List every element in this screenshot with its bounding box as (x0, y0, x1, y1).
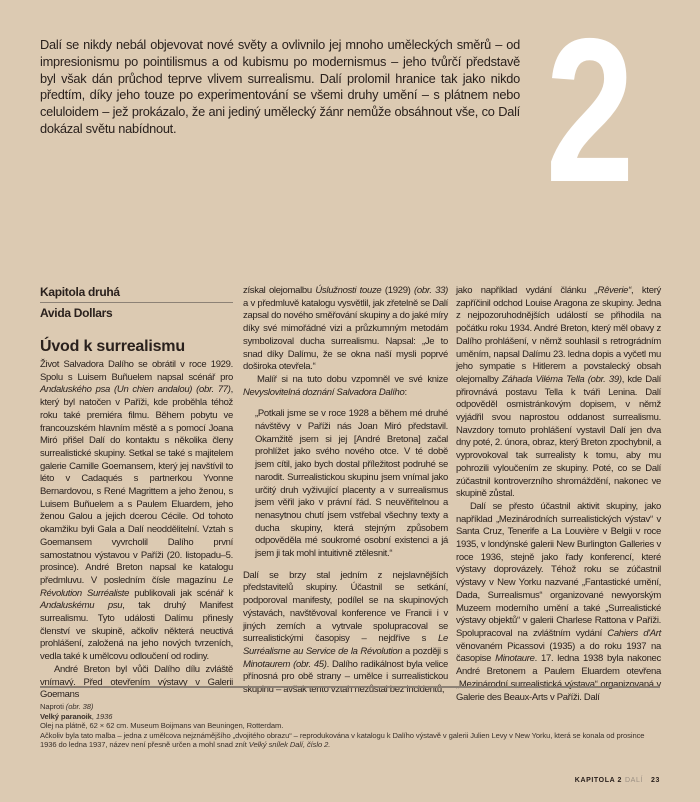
text-segment: : (404, 386, 407, 398)
text-segment: André Breton byl vůči Dalího dílu zvláště vnímavý. Před otevřením výstavy v Galerii Goemans (40, 663, 233, 701)
figure-caption: Naproti (obr. 38) Velký paranoik, 1936 Olej na plátně, 62 × 62 cm. Museum Boijmans van Beuningen, Rotterdam. Ačkoliv byla tato malba – jedna z umělcova nejznámějšího „dvojitého obrazu“ – reprodukována v katalogu k Dalího výstavě v galerii Julien Levy v New Yorku, která se konala od prosince 1936 do ledna 1937, název není přesně určen a mohl snad znít Velký snílek Dalí, číslo 2. (40, 702, 665, 750)
paragraph (40, 664, 233, 702)
text-segment: publikovali jak scénář k (129, 587, 233, 599)
text-segment: a v předmluvě katalogu vysvětlil, jak zřetelně se Dalí zapsal do nového směřování skupiny a do jaké míry díky své mimořádné vizi a průzkumným metodám symbolizoval ducha surrealismu. Napsal: „Je to snad díky Dalímu, že se okna naší mysli poprvé doširoka otevřela.“ (243, 297, 448, 373)
chapter-label: Kapitola druhá (40, 285, 120, 299)
text-segment: , který zapříčinil odchod Louise Aragona ze skupiny. Jedna z nejpozoruhodnějších událostí se přihodila na počátku roku 1934. André Breton, který měl obavy z Dalího prohlášení, v němž souhlasil s retrográdním uměním, napsal Dalímu 23. ledna dopis a vyčetl mu jeho sympatie s Hitlerem a povstalecký obsah olejomalby (456, 285, 662, 385)
column-3 (456, 285, 661, 704)
text-segment: jako například vydání článku (456, 285, 595, 296)
chapter-number: 2 (545, 0, 635, 225)
caption-title: Velký paranoik (40, 711, 92, 721)
italic-text: Záhada Viléma Tella (obr. 39) (501, 373, 622, 385)
section-heading: Úvod k surrealismu (40, 338, 185, 355)
paragraph (243, 374, 448, 399)
chapter-title: Avida Dollars (40, 306, 113, 320)
italic-text: Andaluskému psu (40, 600, 123, 612)
caption-alt-title: Velký snílek Dalí, číslo 2. (248, 740, 331, 750)
caption-medium: Olej na plátně, 62 × 62 cm. Museum Boijmans van Beuningen, Rotterdam. (40, 721, 284, 731)
caption-opposite: Naproti (40, 702, 64, 711)
italic-text: Le Surréalisme au Service de la Révolution (243, 633, 448, 657)
text-segment: . 17. ledna 1938 byla nakonec André Bretonem a Paulem Eluardem otevřena „Mezinárodní surrealistická výstava“ organizovaná v Galerie des Beaux-Arts v Paříži. Dalí (456, 653, 661, 703)
paragraph (243, 285, 448, 374)
italic-text: (obr. 33) (414, 285, 448, 296)
footer-book: DALÍ (625, 777, 643, 784)
text-segment: . Dalího radikálnost byla velice přínosná pro obě strany – umělce i surrealistickou skupinu – avšak tento vztah nezůstal bez incidentů, (243, 658, 448, 696)
text-segment: , tak druhý Manifest surrealismu. Tyto události Dalímu přinesly členství ve skupině, ačkoliv některá neuctivá prohlášení, založená na jeho nových tvrzeních, vedla také k umělcovu odloučení od rodiny. (40, 600, 233, 663)
block-quote (255, 408, 448, 560)
column-2 (243, 285, 448, 697)
caption-note-1: Ačkoliv byla tato malba – jedna z umělcova nejznámějšího „dvojitého obrazu“ – reprodukována v katalogu k Dalího výstavě v galerii Julien Levy v New Yorku, která se konala od prosince (40, 730, 645, 740)
text-segment: získal olejomalbu (243, 285, 316, 296)
italic-text: Andaluského psa (Un chien andalou) (obr. 77) (40, 384, 231, 396)
intro-text: Dalí se nikdy nebál objevovat nové světy a ovlivnilo jej mnoho uměleckých směrů – od impresionismu po pointilismus a od kubismu po modernismus – jeho tvůrčí představě byl však dán průchod teprve vlivem surrealismu. Dalí prolomil hranice tak jako nikdo předtím, díky jeho touze po experimentování se všemi druhy umění – s plátnem nebo celuloidem – jež prokázalo, že ani jediný umělecký žánr nemůže obsáhnout vše, co Dalí dokázal světu nabídnout. (40, 37, 520, 136)
page-footer (575, 776, 660, 785)
italic-text: Nevyslovitelná doznání Salvadora Dalího (243, 386, 405, 398)
text-segment: věnovaném Picassovi (1935) a do roku 1937 na časopise (456, 640, 661, 665)
italic-text: „Rêverie“ (594, 285, 632, 296)
text-segment: Dalí se přesto účastnil aktivit skupiny, jako například „Mezinárodních surrealistických výstav“ v Santa Cruz, Tenerife a La Louvière v Belgii v roce 1935, v londýnské galerii New Burlington Galleries v roce 1936, stejně jako řady konferencí, které výstavy doprovázely. Téhož roku se zúčastnil výstavy v New Yorku nazvané „Fantastické umění, Dada, Surrealismus“ organizované newyorským Muzeem moderního umění a také „Surrealistické výstavy objektů“ v galerii Charlese Rattona v Paříži. Spolupracoval na zvláštním vydání (456, 500, 661, 639)
column-1 (40, 285, 233, 702)
caption-note-2: 1936 do ledna 1937, název není přesně určen a mohl snad znít (40, 740, 249, 750)
text-segment: Dalí se brzy stal jedním z nejslavnějších představitelů skupiny. Účastnil se setkání, podporoval manifesty, podílel se na skupinových výstavách, navštěvoval konference ve Francii i v jiných zemích a vytrvale spolupracoval se surrealistickými časopisy – nejdříve s (243, 569, 448, 645)
italic-text: Minotaure (495, 653, 535, 665)
caption-year: 1936 (95, 711, 113, 721)
text-segment: , kde Dalí přirovnává postavu Tella k tváři Lenina. Dalí odpověděl osmistránkovým dopisem, v němž vyjádřil svou naprostou oddanost surrealismu. Navzdory tomuto prohlášení vystavil Dalí jen dva dny poté, 2. února, obraz, který Breton zpochybnil, a vyprovokoval tak surrealisty k tomu, aby mu pohrozili vyloučením ze skupiny. Poté, co se Dalí zúčastnil kontroverzního shromáždění, nakonec ve skupině zůstal. (456, 373, 661, 500)
text-segment: a později s (402, 645, 448, 657)
page-number: 23 (651, 777, 660, 784)
paragraph (456, 501, 661, 704)
text-segment: Život Salvadora Dalího se obrátil v roce 1929. Spolu s Luisem Buñuelem napsal scénář pro (40, 359, 233, 383)
caption-divider (40, 686, 660, 688)
paragraph (243, 570, 448, 697)
italic-text: Úslužnosti touze (315, 285, 382, 296)
column-1-body (40, 359, 233, 702)
caption-fig-ref: (obr. 38) (65, 702, 94, 711)
divider (40, 302, 233, 303)
paragraph (456, 285, 661, 501)
italic-text: Le Révolution Surréaliste (40, 574, 233, 599)
text-segment: (1929) (381, 285, 415, 296)
text-segment: Malíř si na tuto dobu vzpomněl ve své knize (257, 373, 448, 385)
text-segment: , který byl natočen v Paříži, kde proběhla téhož roku také premiéra filmu. Během pobytu ve francouzském hlavním městě a s pomocí Joana Miró přišel Dalí do kontaktu s několika členy surrealistické skupiny. Setkal se také s majitelem galerie Camille Goemansem, který jej navštívil to léto v Cadaqués s partnerkou Yvonne Bernardovou, s René Magrittem a jeho ženou, s Luisem Buñuelem a s Paulem Eluardem, jeho ženou Galou a jejich dcerou Cécile. Od tohoto okamžiku byli Gala a Dalí neoddělitelní. Vztah s Goemansem vyvrcholil Dalího první samostatnou výstavou v Paříži (20. listopadu–5. prosince). André Breton napsal ke katalogu předmluvu. V posledním čísle magazínu (40, 384, 233, 586)
paragraph (40, 359, 233, 664)
italic-text: Cahiers d'Art (607, 627, 661, 639)
italic-text: Minotaurem (obr. 45) (243, 658, 327, 670)
text-segment: „Potkali jsme se v roce 1928 a během mé druhé návštěvy v Paříži nás Joan Miró představil. Okamžitě jsem si jej [André Bretona] začal prohlížet jako svého nového otce. V té době jsem cítil, jako bych dostal příležitost podruhé se narodit. Surrealistickou skupinu jsem vnímal jako určitý druh vyživující placenty a v surrealismus jsem věřil jako v právní řád. S neuvěřitelnou a nenasytnou chutí jsem vstřebal všechny texty a ducha skupiny, která stejným způsobem odpověděla mé soukromé osobní existenci a já jsem ji tak mohl intuitivně ztělesnit.“ (255, 408, 448, 560)
footer-chapter: KAPITOLA 2 (574, 777, 623, 784)
